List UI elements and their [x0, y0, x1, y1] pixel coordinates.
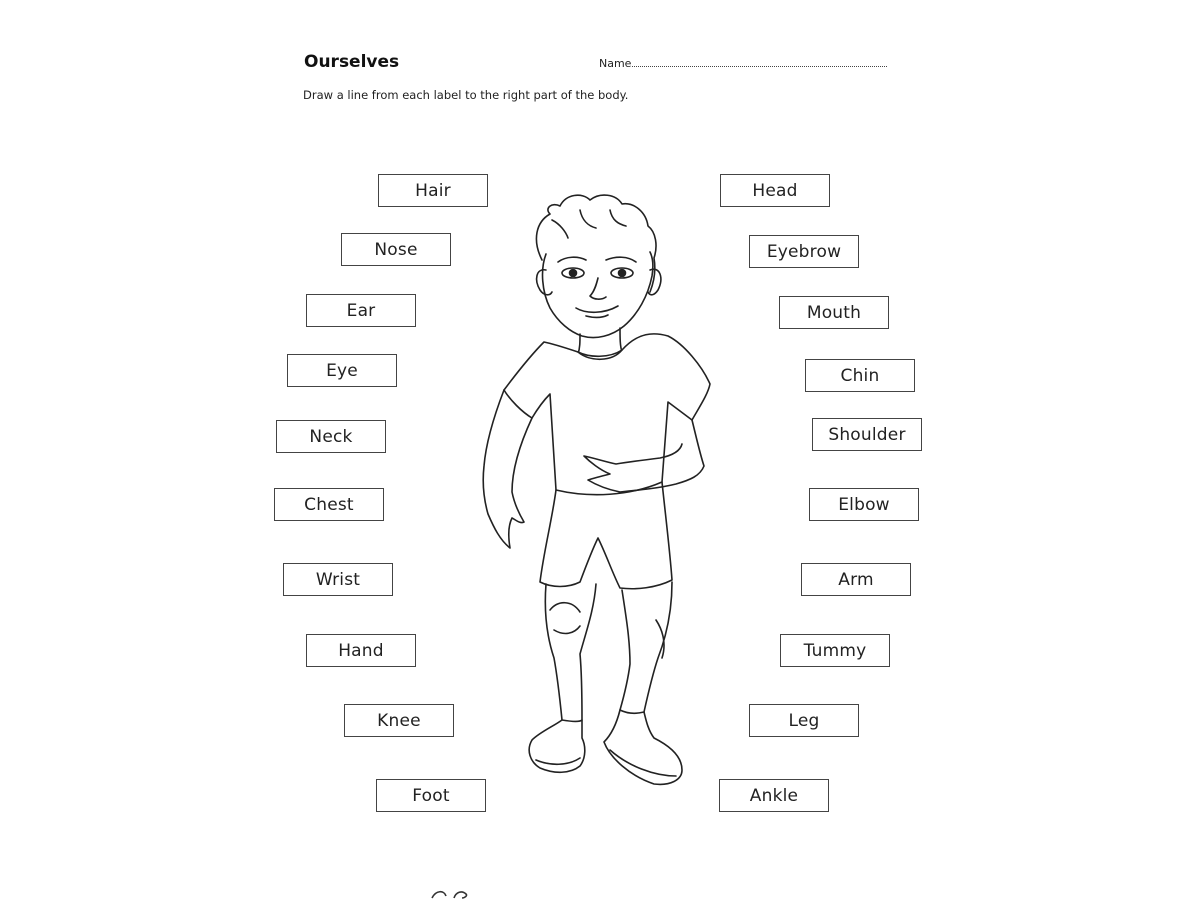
label-elbow[interactable]: Elbow	[809, 488, 919, 521]
label-hair[interactable]: Hair	[378, 174, 488, 207]
label-eye[interactable]: Eye	[287, 354, 397, 387]
boy-figure-drawing	[470, 180, 730, 800]
eyebrow-outline	[558, 257, 636, 262]
label-arm[interactable]: Arm	[801, 563, 911, 596]
label-tummy[interactable]: Tummy	[780, 634, 890, 667]
right-shoe-outline	[604, 710, 682, 784]
label-wrist[interactable]: Wrist	[283, 563, 393, 596]
label-knee[interactable]: Knee	[344, 704, 454, 737]
worksheet-title: Ourselves	[304, 52, 400, 72]
page-scribble-mark	[428, 886, 488, 900]
hair-tuft	[552, 210, 626, 238]
label-mouth[interactable]: Mouth	[779, 296, 889, 329]
mouth-outline	[576, 306, 618, 317]
shorts-outline	[540, 482, 672, 589]
knee-outline	[550, 603, 580, 634]
label-chest[interactable]: Chest	[274, 488, 384, 521]
label-ankle[interactable]: Ankle	[719, 779, 829, 812]
label-ear[interactable]: Ear	[306, 294, 416, 327]
label-shoulder[interactable]: Shoulder	[812, 418, 922, 451]
label-leg[interactable]: Leg	[749, 704, 859, 737]
instructions-text: Draw a line from each label to the right part of the body.	[303, 88, 629, 102]
name-dotted-line[interactable]	[632, 57, 887, 67]
label-neck[interactable]: Neck	[276, 420, 386, 453]
face-outline	[543, 252, 653, 338]
label-head[interactable]: Head	[720, 174, 830, 207]
label-nose[interactable]: Nose	[341, 233, 451, 266]
label-eyebrow[interactable]: Eyebrow	[749, 235, 859, 268]
label-foot[interactable]: Foot	[376, 779, 486, 812]
label-chin[interactable]: Chin	[805, 359, 915, 392]
name-field[interactable]	[599, 57, 887, 70]
nose-outline	[590, 278, 606, 299]
hair-outline	[536, 195, 656, 292]
label-hand[interactable]: Hand	[306, 634, 416, 667]
name-label: Name	[599, 57, 632, 70]
boy-figure-illustration	[470, 180, 730, 800]
